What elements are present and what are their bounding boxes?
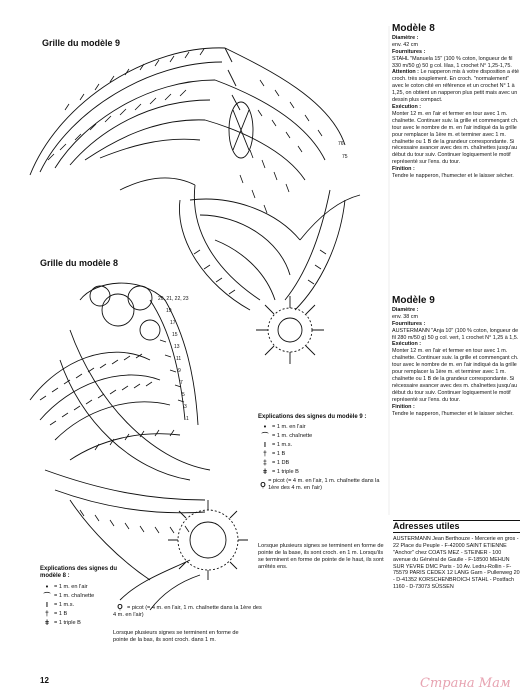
model8-fournitures: STAHL "Manuela 15" (100 % coton, longueur de fil 330 m/50 g) 50 g col. lilas, 1 crochet N° 1,25-1,75. xyxy=(392,55,513,69)
model9-fournitures-label: Fournitures : xyxy=(392,320,426,327)
legend9-item xyxy=(258,460,388,467)
triple-treble-icon: ǂ xyxy=(44,620,50,627)
chain-stitch-icon: • xyxy=(45,584,49,591)
model8-diametre: env. 42 cm xyxy=(392,41,418,48)
double-crochet-icon: † xyxy=(45,611,49,618)
legend9-note: Lorsque plusieurs signes se terminent en forme de pointe de la base, ils sont croch. en 1 m. Lorsqu'ils se terminent en forme de pointe de le haut, ils sont arrêtés ens. xyxy=(258,543,384,570)
model9-finition: Tendre le napperon, l'humecter et le laisser sécher. xyxy=(392,410,514,417)
legend8-item-text: = 1 m. chaînette xyxy=(54,593,95,599)
watermark-text: Страна Мам xyxy=(420,676,511,691)
legend-model9 xyxy=(258,414,388,494)
legend8-title: Explications des signes du modèle 8 : xyxy=(40,566,118,579)
model8-title: Modèle 8 xyxy=(392,23,435,34)
row-number-13: 13 xyxy=(174,344,180,350)
chain-stitch-icon: • xyxy=(263,424,267,431)
model8-execution: Monter 12 m. en l'air et fermer en tour avec 1 m. chaînette. Continuer suiv. la grille et commençant ch. tour avec le nombre de m. en l'air indiqué da la grille pour remplacer la 1ère m. et terminer avec 1 m. chaînette ou 1 B de la grandeur correspondante. Si nécessaire avancer avec des m. chaînettes jusqu'au début du tour suiv. Continuer logiquement le motif représenté sur l'ens. du tour. xyxy=(392,110,519,166)
legend9-item xyxy=(258,478,388,492)
legend8-item-text: = 1 triple B xyxy=(54,620,81,626)
page-number: 12 xyxy=(40,676,49,685)
watermark xyxy=(420,676,511,691)
legend8-item xyxy=(40,584,130,591)
legend9-item-text: = 1 DB xyxy=(272,460,290,466)
legend9-item xyxy=(258,469,388,476)
addresses-box xyxy=(393,520,520,591)
legend8-item-text: = 1 m. en l'air xyxy=(54,584,88,590)
grid8-diagram xyxy=(30,283,248,610)
addresses-text: AUSTERMANN Jean Berthouze - Mercerie en gros - 22 Place du Peuple - F-42000 SAINT ETIENNE "Anchor" chez COATS MEZ - STEINER - 100 avenue du Général de Gaulle - F-18500 MEHUN SUR YEVRE DMC Paris - 10 Av. Ledru-Rollin - F-75579 PARIS CEDEX 12 LANG Garn - Pullenweg 20 - D-41352 KORSCHENBROICH STAHL - Postfach 1160 - D-73073 SÜSSEN xyxy=(393,535,520,591)
legend9-item xyxy=(258,451,388,458)
legend9-item xyxy=(258,424,388,431)
grid9-diagram xyxy=(30,48,360,364)
triple-treble-icon: ǂ xyxy=(262,469,268,476)
row-number-5: 5 xyxy=(182,392,185,398)
addresses-title: Adresses utiles xyxy=(393,520,520,533)
legend-model8 xyxy=(40,566,130,629)
legend9-item xyxy=(258,433,388,440)
double-crochet-icon: † xyxy=(263,451,267,458)
row-number-20-23: 20, 21, 22, 23 xyxy=(158,296,189,302)
slip-stitch-icon: ⌒ xyxy=(43,593,51,600)
model9-panel xyxy=(392,295,520,417)
row-number-76: 76 xyxy=(338,141,344,147)
legend9-item-text: = picot (= 4 m. en l'air, 1 m. chaînette dans la 1ère des 4 m. en l'air) xyxy=(268,478,380,491)
model8-panel xyxy=(392,23,520,180)
row-number-7: 7 xyxy=(180,380,183,386)
row-number-9: 9 xyxy=(178,368,181,374)
model9-diametre: env. 38 cm xyxy=(392,313,418,320)
model8-diametre-label: Diamètre : xyxy=(392,34,419,41)
row-number-17: 17 xyxy=(170,320,176,326)
model9-finition-label: Finition : xyxy=(392,403,415,410)
grid9-title: Grille du modèle 9 xyxy=(42,38,121,48)
picot-icon: Ọ xyxy=(260,481,266,489)
row-number-75: 75 xyxy=(342,154,348,160)
legend9-item xyxy=(258,442,388,449)
model9-execution-label: Exécution : xyxy=(392,341,422,348)
legend8-item-text: = 1 B xyxy=(54,611,68,617)
legend8-item xyxy=(40,620,130,627)
model9-execution: Monter 12 m. en l'air et fermer en tour avec 1 m. chaînette. Continuer suiv. la grille et commençant ch. tour avec le nombre de m. en l'air indiqué da la grille pour remplacer la 1ère m. et terminer avec 1 m. chaînette ou 1 B de la grandeur correspondante. Si nécessaire avancer avec des m. chaînettes jusqu'au début du tour suiv. Continuer logiquement le motif représenté sur l'ens. du tour. xyxy=(392,348,519,403)
legend8-item xyxy=(40,593,130,600)
slip-stitch-icon: ⌒ xyxy=(261,433,269,440)
model8-attention-label: Attention : xyxy=(392,69,419,76)
legend8-note: Lorsque plusieurs signes se terminent en forme de pointe de la bas, ils sont croch. dans 1 m. xyxy=(113,630,239,643)
single-crochet-icon: I xyxy=(46,602,48,609)
row-number-11: 11 xyxy=(176,356,182,362)
treble-crochet-icon: ‡ xyxy=(263,460,267,467)
legend9-item-text: = 1 m. chaînette xyxy=(272,433,313,439)
grid8-title: Grille du modèle 8 xyxy=(40,258,119,268)
row-number-3: 3 xyxy=(184,404,187,410)
model9-fournitures: AUSTERMANN "Anja 10" (100 % coton, longueur de fil 280 m/50 g) 50 g col. vert, 1 crochet N° 1,25 à 1,5. xyxy=(392,327,519,341)
picot-icon: Ọ xyxy=(117,604,123,611)
model8-finition: Tendre le napperon, l'humecter et le laisser sécher. xyxy=(392,173,514,180)
single-crochet-icon: I xyxy=(264,442,266,449)
row-number-19: 19 xyxy=(166,308,172,314)
model8-execution-label: Exécution : xyxy=(392,103,422,110)
legend8-picot-text: = picot (= 4 m. en l'air, 1 m. chaînette dans la 1ère des 4 m. en l'air) xyxy=(113,605,262,618)
model8-fournitures-label: Fournitures : xyxy=(392,48,426,55)
row-number-1: 1 xyxy=(186,416,189,422)
legend9-item-text: = 1 m. en l'air xyxy=(272,424,306,430)
row-number-15: 15 xyxy=(172,332,178,338)
legend8-picot xyxy=(113,604,263,619)
legend9-item-text: = 1 triple B xyxy=(272,469,299,475)
legend9-item-text: = 1 B xyxy=(272,451,286,457)
legend9-title: Explications des signes du modèle 9 : xyxy=(258,414,367,420)
legend9-item-text: = 1 m.s. xyxy=(272,442,293,448)
model9-diametre-label: Diamètre : xyxy=(392,306,419,313)
model8-attention: Le napperon mis à votre disposition a été croch. très souplement. En croch. "normalement" avec le coton cité en référence et un crochet N° 1 à 1,25, on obtient un napperon plus petit mais avec un dessin plus compact. xyxy=(392,69,520,104)
grid9-row-markers xyxy=(338,141,348,160)
model8-finition-label: Finition : xyxy=(392,166,415,173)
model9-title: Modèle 9 xyxy=(392,295,435,306)
legend8-item-text: = 1 m.s. xyxy=(54,602,75,608)
